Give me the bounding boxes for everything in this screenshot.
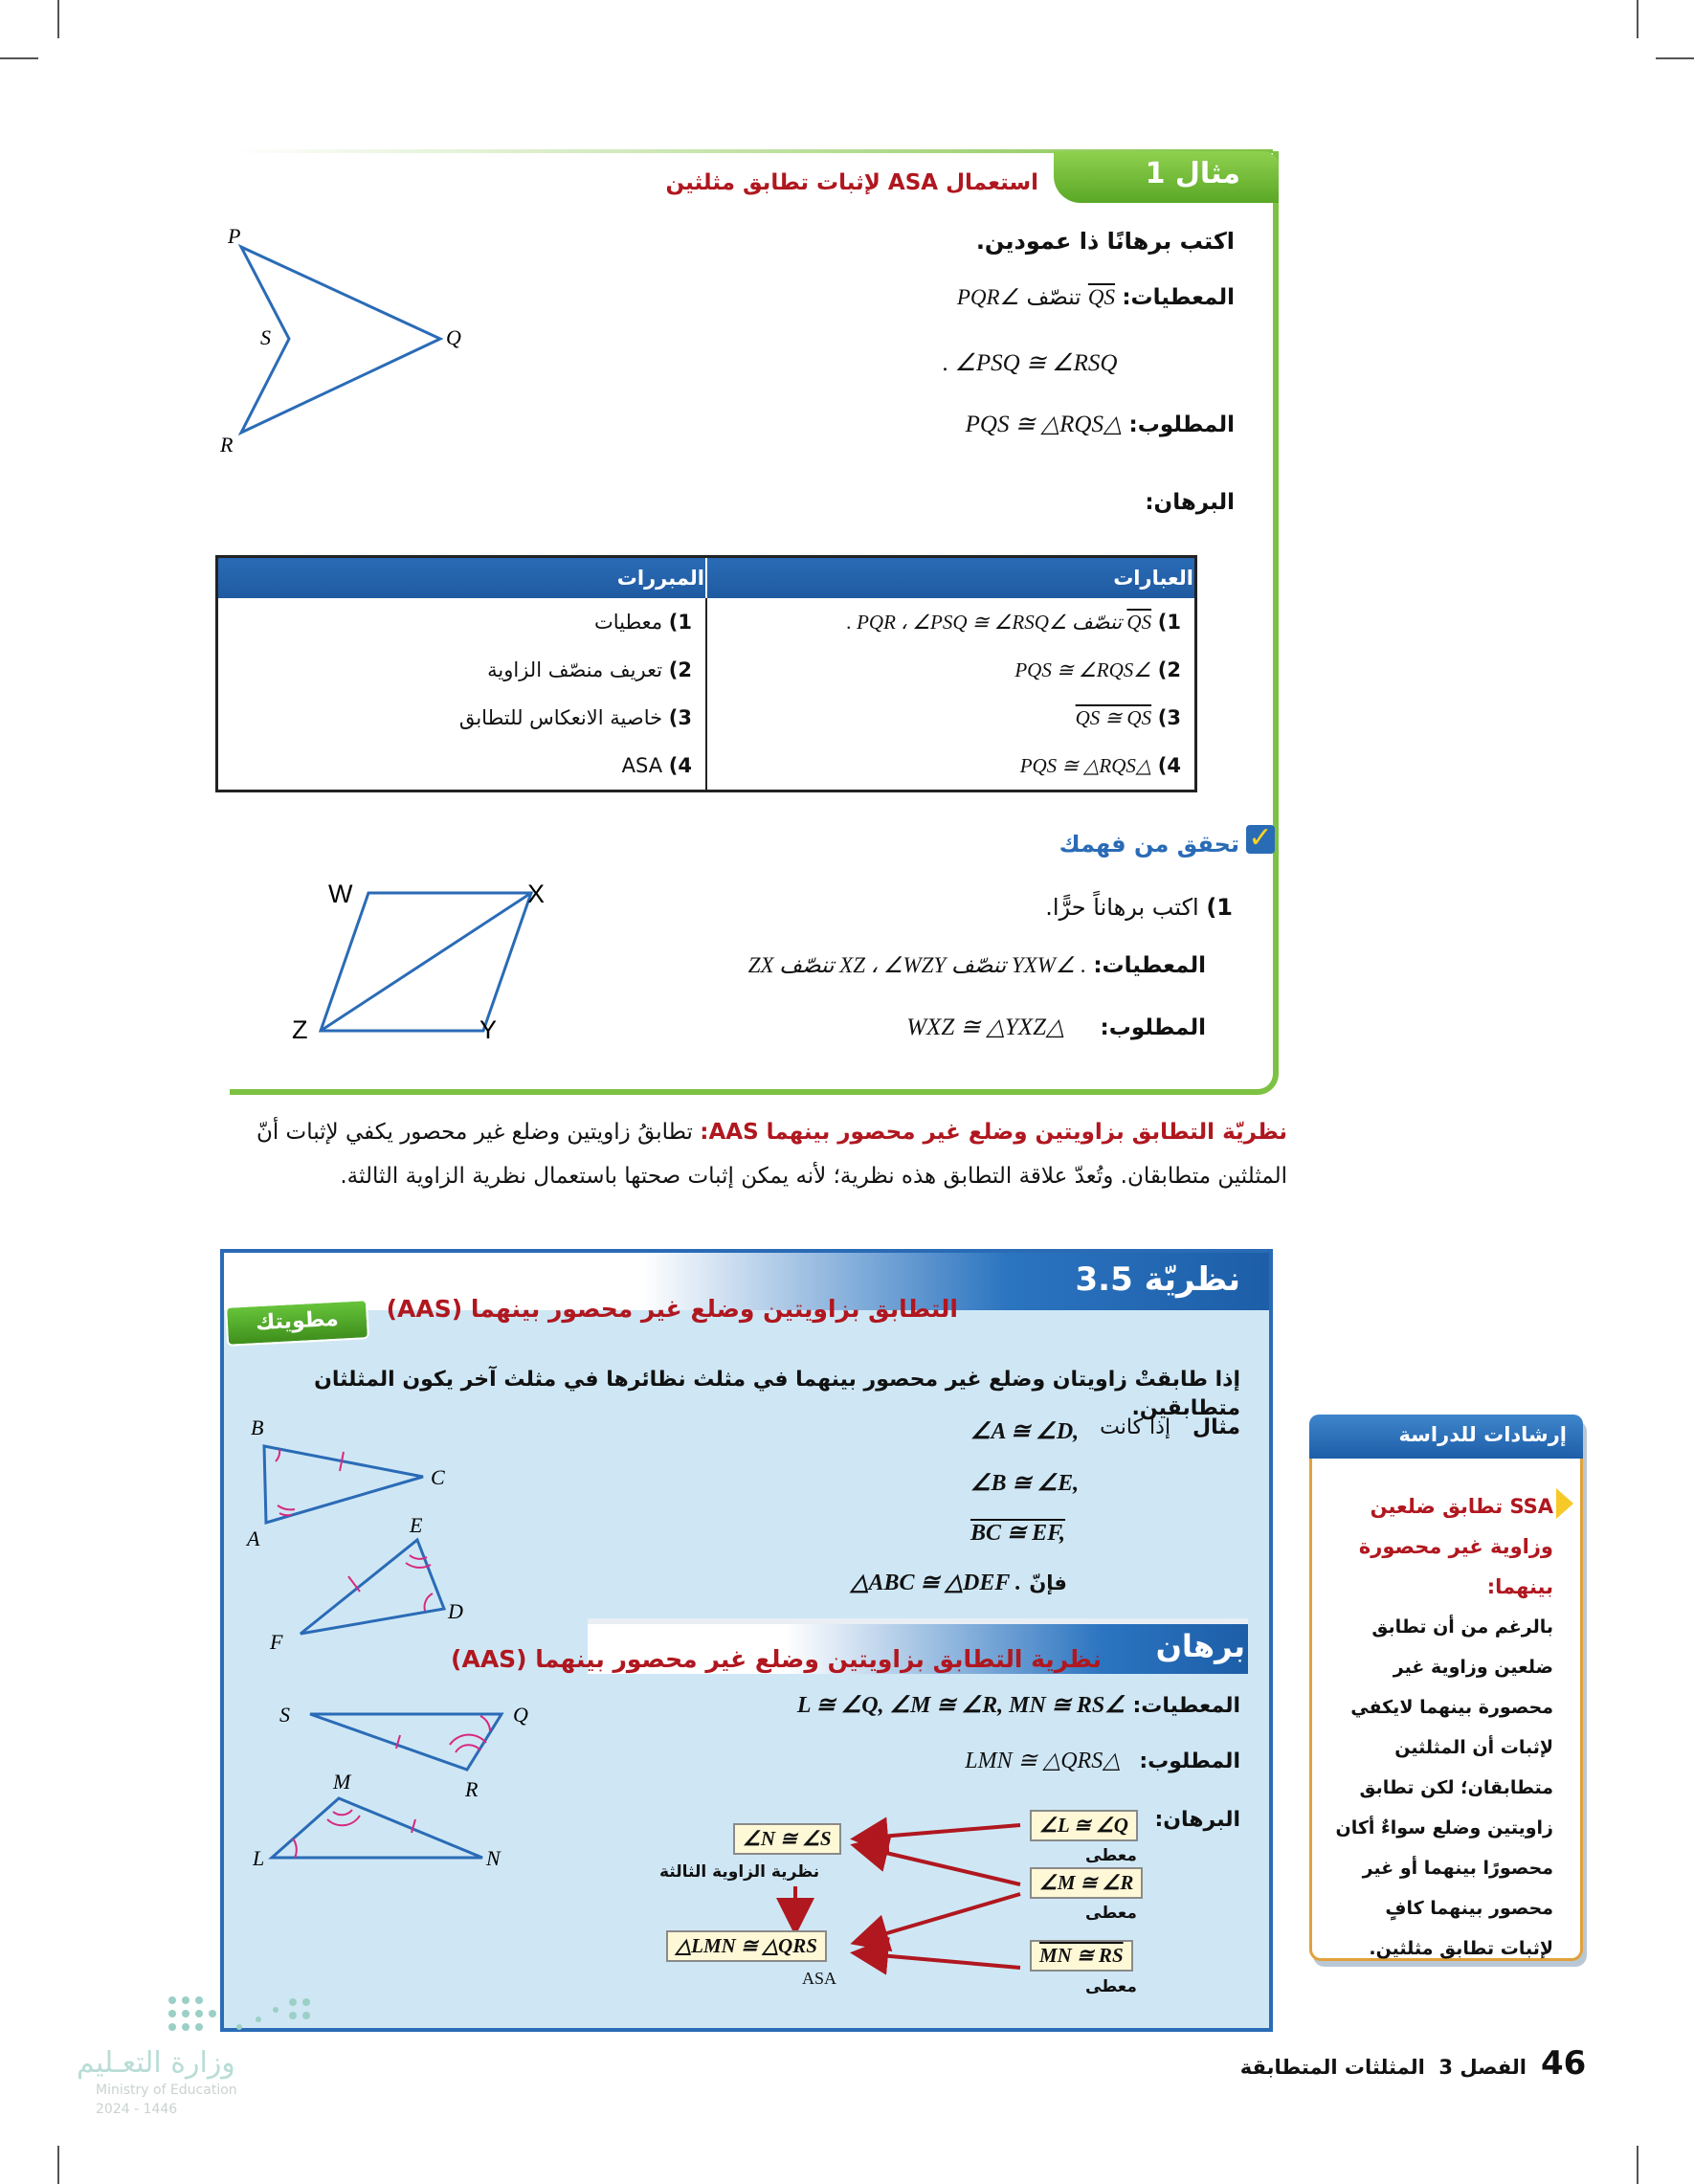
footer-chapter-label: الفصل 3 — [1438, 2056, 1527, 2079]
proof-given-label: المعطيات: — [1132, 1694, 1240, 1718]
label-r: R — [220, 433, 234, 457]
reason-text: معطيات — [593, 611, 663, 634]
example-heading: استعمال ASA لإثبات تطابق مثلثين — [665, 170, 1038, 195]
check-given-text: . ∠YXW تنصّف XZ ، ∠WZY تنصّف ZX — [747, 953, 1087, 977]
row-number: 4) — [1157, 753, 1181, 777]
label-d: D — [448, 1599, 463, 1623]
label-c: C — [431, 1465, 445, 1489]
foldable-bottom: مطويتك — [255, 1306, 340, 1336]
col-statements-header: العبارات — [706, 557, 1196, 599]
check-instruction: اكتب برهاناً حرًّا. — [1045, 894, 1199, 921]
figure-pqrs — [211, 220, 479, 459]
check-icon: ✓ — [1246, 825, 1275, 854]
footer-chapter-title: المثلثات المتطابقة — [1239, 2056, 1425, 2079]
reason-cell — [217, 694, 707, 742]
row-number: 1) — [1157, 610, 1181, 634]
study-tip-body: بالرغم من أن تطابق ضلعين وزاوية غير محصورة بينهما لايكفي لإثبات أن المثلثين متطابقان؛ لكن تطابق زاويتين وضلع سواءٌ أكان محصورًا بينهما أو غير محصور بينهما كافٍ لإثبات تطابق مثلثين. — [1335, 1616, 1553, 1959]
reason-cell — [217, 598, 707, 646]
check-given-line — [748, 953, 1206, 978]
proof-proof-label: البرهان: — [1154, 1808, 1240, 1832]
reason-text: ASA — [621, 754, 663, 777]
theorem-label: نظريّة 3.5 — [1075, 1260, 1240, 1299]
theorem-example-label: مثال — [1192, 1415, 1240, 1439]
statement-segment: QS — [1126, 610, 1152, 634]
check-instruction-line — [1045, 894, 1233, 921]
row-number: 3) — [668, 706, 692, 729]
crop-mark — [57, 2146, 59, 2184]
label-w: W — [328, 880, 353, 908]
crop-mark — [1637, 0, 1638, 38]
table-row — [217, 598, 1196, 646]
given-segment: QS — [1087, 285, 1116, 309]
flow-box-mr: ∠M ≅ ∠R — [1030, 1867, 1143, 1899]
check-title: تحقق من فهمك — [1059, 831, 1239, 858]
given-bisects: تنصّف — [1026, 285, 1081, 310]
proof-table — [215, 555, 1197, 792]
row-number: 2) — [668, 658, 692, 681]
aas-paragraph — [230, 1110, 1287, 1198]
row-number: 1) — [668, 611, 692, 634]
flow-asa: ASA — [802, 1969, 837, 1988]
reason-text: تعريف منصّف الزاوية — [487, 658, 663, 681]
theorem-statement: إذا طابقتْ زاويتان وضلع غير محصور بينهما في مثلث نظائرها في مثلث آخر يكون المثلثان متطابقين. — [314, 1368, 1240, 1420]
study-tip-box — [1309, 1415, 1583, 1961]
reason-text: خاصية الانعكاس للتطابق — [458, 706, 663, 729]
theorem-example-if: إذا كانت — [1100, 1415, 1171, 1439]
proof-prove: △LMN ≅ △QRS — [965, 1749, 1121, 1773]
study-tip-sub: SSA تطابق ضلعين وزاوية غير محصورة بينهما: — [1358, 1495, 1553, 1598]
flow-box-lq: ∠L ≅ ∠Q — [1030, 1810, 1138, 1841]
label-q: Q — [513, 1703, 528, 1727]
example-instruction: اكتب برهانًا ذا عمودين. — [975, 228, 1235, 255]
flow-given-3: معطى — [1085, 1977, 1137, 1996]
statement-cell — [706, 742, 1196, 791]
given-angle: ∠PQR — [956, 285, 1020, 309]
label-p: P — [228, 224, 241, 248]
label-b: B — [251, 1415, 264, 1439]
label-s: S — [279, 1703, 290, 1727]
reason-cell — [217, 646, 707, 694]
given-line-2: . ∠PSQ ≅ ∠RSQ — [943, 350, 1118, 376]
statement-text: تنصّف ∠PQR ، ∠PSQ ≅ ∠RSQ . — [846, 610, 1127, 634]
prove-statement: △PQS ≅ △RQS — [965, 412, 1123, 437]
label-y: Y — [479, 1015, 498, 1044]
label-s: S — [260, 325, 271, 349]
check-prove-label: المطلوب: — [1100, 1015, 1206, 1040]
check-item-number: 1) — [1206, 894, 1233, 921]
proof-label: برهان — [1155, 1628, 1245, 1664]
check-prove-line — [906, 1013, 1206, 1041]
row-number: 3) — [1157, 705, 1181, 729]
proof-label: البرهان: — [1145, 490, 1235, 515]
row-number: 2) — [1157, 657, 1181, 681]
label-a: A — [247, 1527, 260, 1550]
flow-box-mn: MN ≅ RS — [1030, 1940, 1133, 1972]
ministry-year: 2024 - 1446 — [96, 2102, 178, 2117]
label-f: F — [270, 1630, 283, 1654]
statement-cell — [706, 694, 1196, 742]
proof-prove-label: المطلوب: — [1139, 1749, 1240, 1773]
statement-cell — [706, 646, 1196, 694]
theorem-then: فإنّ — [1029, 1571, 1067, 1594]
table-row — [217, 694, 1196, 742]
example-tab-label: مثال 1 — [1145, 157, 1240, 190]
label-z: Z — [292, 1015, 308, 1044]
row-number: 4) — [668, 754, 692, 777]
given-label: المعطيات: — [1122, 285, 1235, 310]
reason-cell — [217, 742, 707, 791]
flow-given-2: معطى — [1085, 1904, 1137, 1923]
flow-box-final: △LMN ≅ △QRS — [666, 1930, 827, 1962]
ministry-logo-dots — [163, 1991, 316, 2039]
check-prove-text: △WXZ ≅ △YXZ — [906, 1014, 1065, 1040]
flow-box-ns: ∠N ≅ ∠S — [733, 1823, 841, 1855]
theorem-conclusion: △ABC ≅ △DEF . — [851, 1571, 1021, 1595]
given-line-1 — [957, 285, 1235, 310]
label-e: E — [410, 1513, 423, 1537]
prove-label: المطلوب: — [1128, 412, 1235, 437]
proof-given: ∠L ≅ ∠Q, ∠M ≅ ∠R, MN ≅ RS — [796, 1693, 1126, 1718]
theorem-line-2: ∠B ≅ ∠E, — [970, 1471, 1080, 1496]
ministry-name-en: Ministry of Education — [96, 2083, 237, 2098]
study-tip-title: إرشادات للدراسة — [1398, 1423, 1567, 1446]
example-tab — [1054, 151, 1279, 203]
flow-third-angle: نظرية الزاوية الثالثة — [659, 1862, 820, 1882]
statement-text: ∠PQS ≅ ∠RQS — [1014, 657, 1152, 681]
label-n: N — [486, 1846, 501, 1870]
table-header-row — [217, 557, 1196, 599]
table-row — [217, 646, 1196, 694]
prove-line — [966, 410, 1235, 438]
diagonal-xz — [321, 893, 531, 1031]
crop-mark — [1637, 2146, 1638, 2184]
theorem-box — [220, 1249, 1273, 2032]
figure-wxyz — [282, 876, 569, 1048]
statement-text: △PQS ≅ △RQS — [1019, 753, 1152, 777]
crop-mark — [1656, 57, 1694, 59]
flow-given-1: معطى — [1085, 1846, 1137, 1865]
aas-lead: نظريّة التطابق بزاويتين وضلع غير محصور بينهما AAS: — [700, 1120, 1287, 1145]
check-given-label: المعطيات: — [1093, 953, 1206, 978]
label-q: Q — [446, 325, 461, 349]
label-l: L — [253, 1846, 265, 1870]
statement-text: QS ≅ QS — [1075, 705, 1152, 729]
quad-pqrs — [241, 247, 440, 433]
theorem-line-3: BC ≅ EF, — [970, 1521, 1066, 1546]
footer-chapter — [1240, 2056, 1527, 2079]
label-m: M — [333, 1770, 351, 1794]
proof-title: نظرية التطابق بزاويتين وضلع غير محصور بينهما (AAS) — [451, 1645, 1102, 1673]
theorem-line-1: ∠A ≅ ∠D, — [970, 1419, 1080, 1444]
ministry-name-ar: وزارة التعـليم — [77, 2046, 235, 2080]
col-reasons-header: المبررات — [217, 557, 707, 599]
page-number: 46 — [1541, 2044, 1587, 2083]
table-row — [217, 742, 1196, 791]
crop-mark — [0, 57, 38, 59]
statement-cell — [706, 598, 1196, 646]
foldable-top: أضف إلى — [241, 1262, 307, 1280]
study-tip-pointer — [1556, 1488, 1573, 1519]
crop-mark — [57, 0, 59, 38]
aas-text: تطابقُ زاويتين وضلع غير محصور يكفي لإثبات أنّ المثلثين متطابقان. وتُعدّ علاقة التطابق هذه نظرية؛ لأنه يمكن إثبات صحتها باستعمال نظرية الزاوية الثالثة. — [256, 1120, 1287, 1189]
label-r: R — [465, 1777, 479, 1801]
label-x: X — [527, 880, 546, 908]
theorem-title: التطابق بزاويتين وضلع غير محصور بينهما (AAS) — [386, 1295, 958, 1323]
